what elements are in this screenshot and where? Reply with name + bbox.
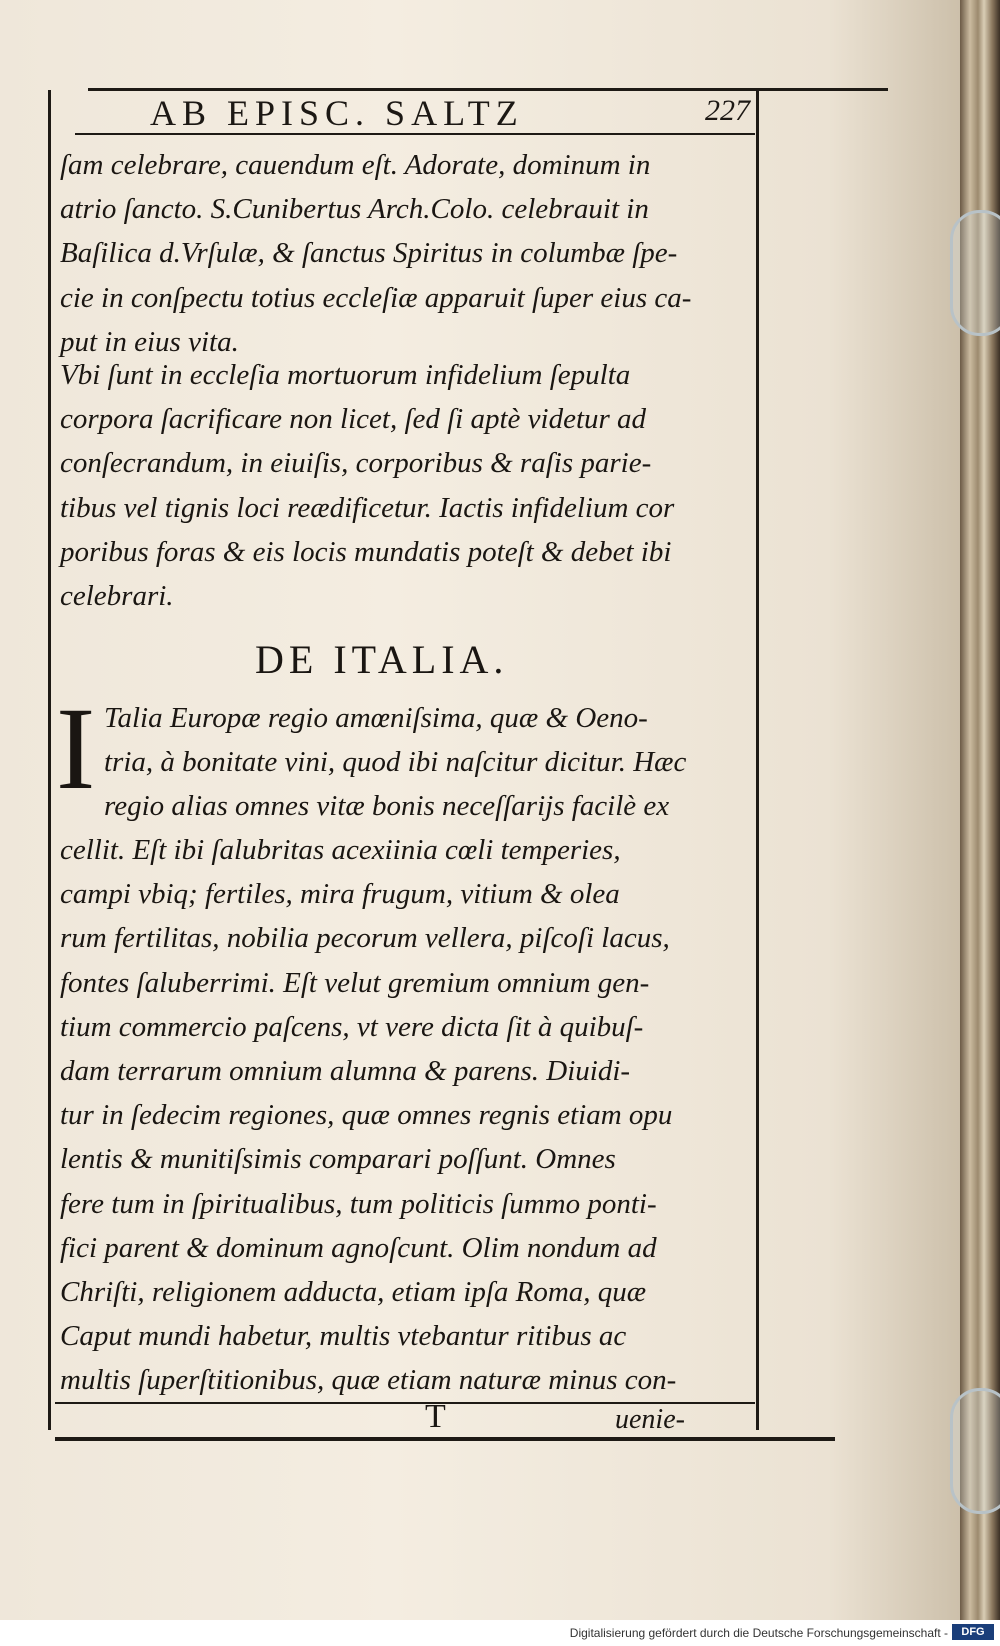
drop-cap: I (56, 683, 96, 814)
paragraph-2: Vbi ſunt in eccleſia mortuorum infidelium ſepulta corpora ſacrificare non licet, ſed ſi aptè videtur ad conſecrandum, in eiuiſis, corporibus & raſis parie- tibus vel tignis loci reædificetur. Iactis infidelium cor poribus foras & eis locis mundatis poteſt & debet ibi celebrari. (60, 359, 675, 613)
paragraph-3-body: cellit. Eſt ibi ſalubritas acexiinia cœli temperies, campi vbiq; fertiles, mira frugum, vitium & olea rum fertilitas, nobilia pecorum vellera, piſcoſi lacus, fontes ſaluberrimi. Eſt velut gremium omnium gen- tium commercio paſcens, vt vere dicta ſit à quibuſ- dam terrarum omnium alumna & parens. Diuidi- tur in ſedecim regiones, quæ omnes regnis etiam opu lentis & munitiſsimis comparari poſſunt. Omnes fere tum in ſpiritualibus, tum politicis ſummo ponti- fici parent & dominum agnoſcunt. Olim nondum ad Chriſti, religionem adducta, etiam ipſa Roma, quæ Caput mundi habetur, multis vtebantur ritibus ac multis ſuperſtitionibus, quæ etiam naturæ minus con- (60, 834, 677, 1397)
dfg-logo: DFG (952, 1624, 994, 1640)
paragraph-1: ſam celebrare, cauendum eſt. Adorate, dominum in atrio ſancto. S.Cunibertus Arch.Colo. celebrauit in Baſilica d.Vrſulæ, & ſanctus Spiritus in columbæ ſpe- cie in conſpectu totius eccleſiæ apparuit ſuper eius ca- put in eius vita. (60, 149, 692, 358)
funding-credit: Digitalisierung gefördert durch die Deutsche Forschungsgemeinschaft - (569, 1626, 948, 1640)
paragraph-3-lead: Talia Europæ regio amœniſsima, quæ & Oeno- tria, à bonitate vini, quod ibi naſcitur dicitur. Hæc regio alias omnes vitæ bonis neceſſarijs facilè ex (104, 702, 687, 823)
bottom-outer-rule (55, 1437, 835, 1441)
page-clip-top (950, 210, 1000, 336)
page-number: 227 (705, 94, 750, 127)
page-clip-bottom (950, 1388, 1000, 1514)
section-title: DE ITALIA. (255, 637, 509, 682)
signature-mark: T (425, 1398, 446, 1435)
running-head: AB EPISC. SALTZ (150, 93, 524, 133)
catchword: uenie- (615, 1404, 685, 1435)
